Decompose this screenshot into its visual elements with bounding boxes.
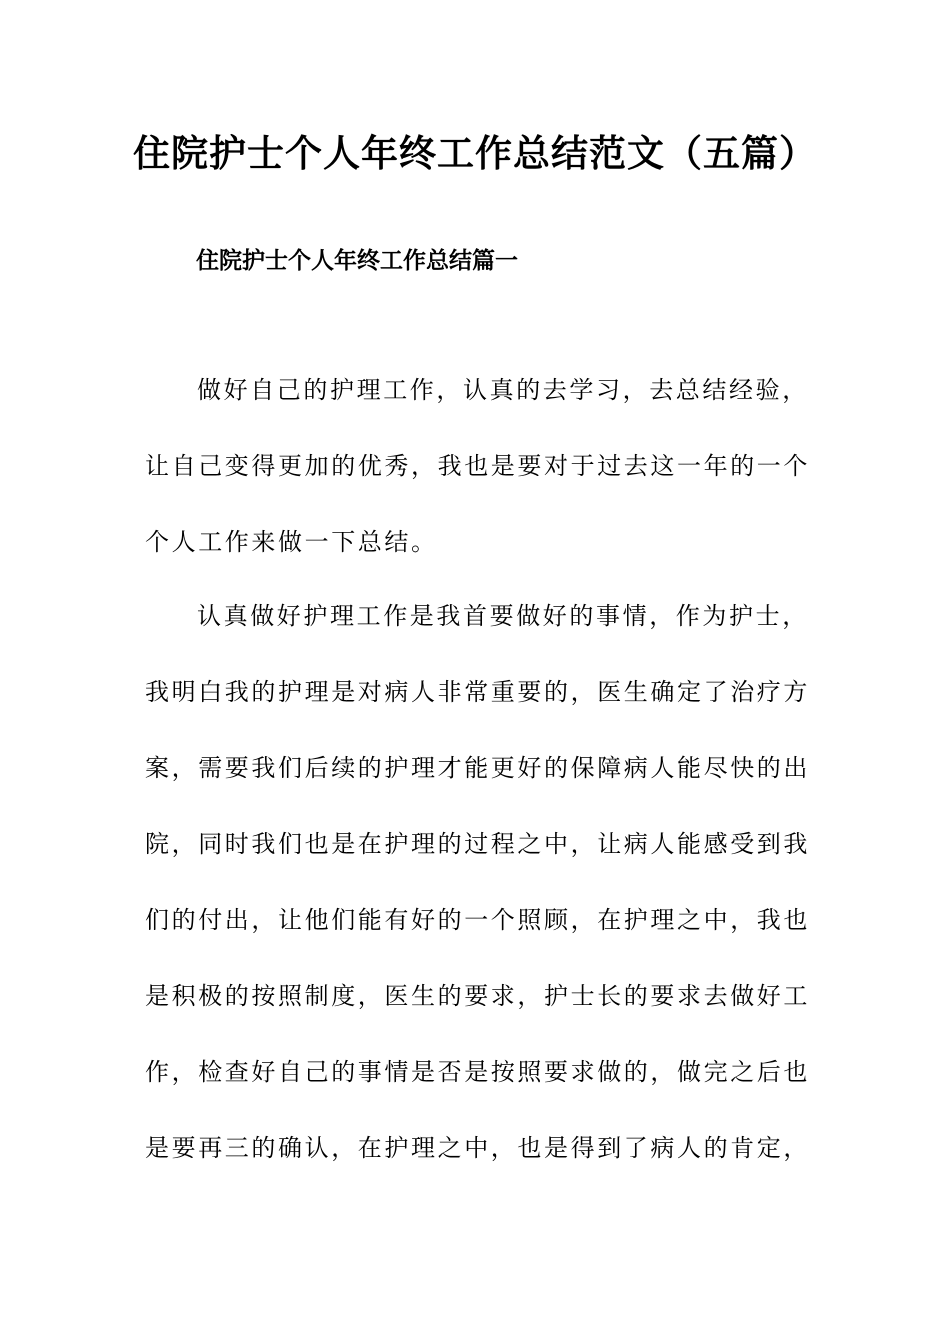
paragraph-2 xyxy=(145,578,810,1186)
paragraph-line: 院，同时我们也是在护理的过程之中，让病人能感受到我 xyxy=(145,830,810,858)
paragraph-line: 认真做好护理工作是我首要做好的事情，作为护士， xyxy=(197,602,809,630)
paragraph-line: 案，需要我们后续的护理才能更好的保障病人能尽快的出 xyxy=(145,754,810,782)
paragraph-line: 让自己变得更加的优秀，我也是要对于过去这一年的一个 xyxy=(145,452,810,480)
section-heading: 住院护士个人年终工作总结篇一 xyxy=(196,247,518,274)
paragraph-line: 我明白我的护理是对病人非常重要的，医生确定了治疗方 xyxy=(145,678,810,706)
paragraph-line: 是要再三的确认，在护理之中，也是得到了病人的肯定， xyxy=(145,1134,810,1162)
paragraph-line: 们的付出，让他们能有好的一个照顾，在护理之中，我也 xyxy=(145,906,810,934)
paragraph-line: 做好自己的护理工作，认真的去学习，去总结经验， xyxy=(197,376,809,404)
document-title: 住院护士个人年终工作总结范文（五篇） xyxy=(133,131,817,175)
paragraph-line: 是积极的按照制度，医生的要求，护士长的要求去做好工 xyxy=(145,982,810,1010)
paragraph-line: 作，检查好自己的事情是否是按照要求做的，做完之后也 xyxy=(145,1058,810,1086)
paragraph-1 xyxy=(145,352,810,580)
paragraph-line: 个人工作来做一下总结。 xyxy=(145,528,438,556)
